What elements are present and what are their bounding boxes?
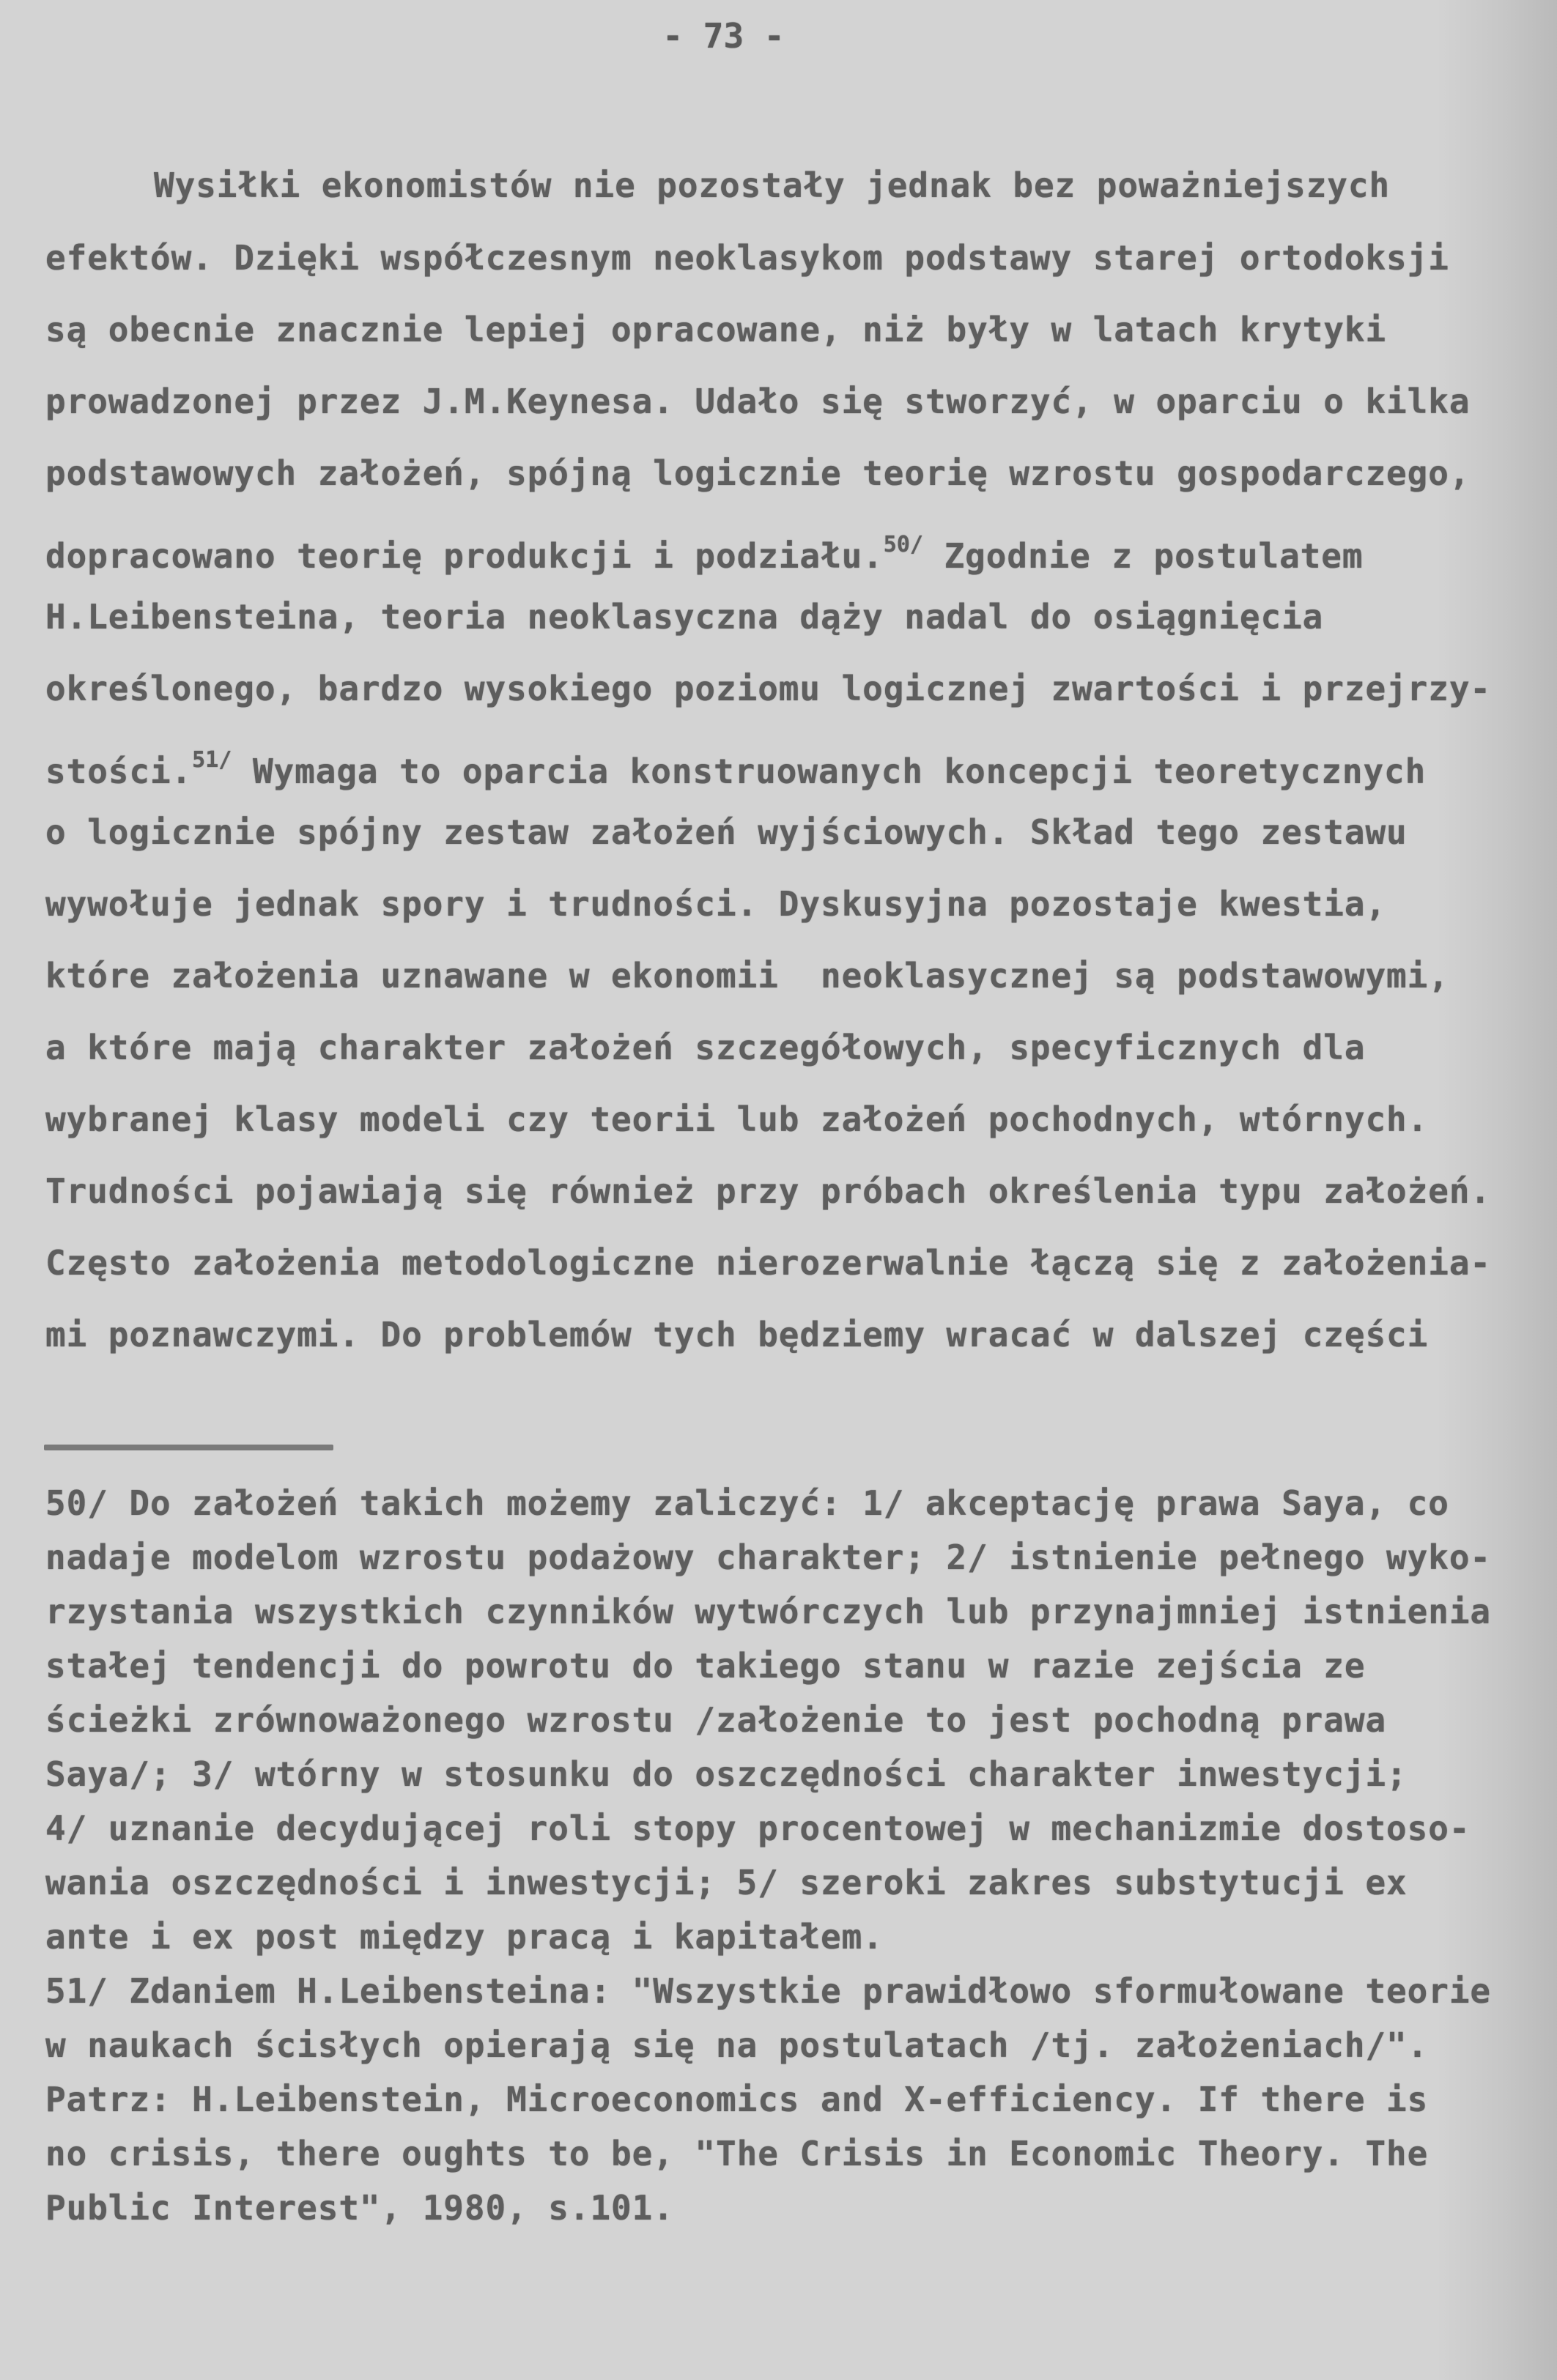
body-line: efektów. Dzięki współczesnym neoklasykom podstawy starej ortodoksji (45, 238, 1449, 278)
body-line: o logicznie spójny zestaw założeń wyjściowych. Skład tego zestawu (45, 812, 1408, 852)
body-line: które założenia uznawane w ekonomii neoklasycznej są podstawowymi, (45, 956, 1449, 996)
footnote-line: Saya/; 3/ wtórny w stosunku do oszczędności charakter inwestycji; (45, 1754, 1408, 1794)
footnote-line: stałej tendencji do powrotu do takiego stanu w razie zejścia ze (45, 1646, 1366, 1686)
footnote-line: 4/ uznanie decydującej roli stopy procentowej w mechanizmie dostoso- (45, 1809, 1471, 1848)
footnote-separator (44, 1445, 333, 1450)
footnote-line: rzystania wszystkich czynników wytwórczych lub przynajmniej istnienia (45, 1592, 1492, 1631)
body-line: stości.$^{51/}$ Wymaga to oparcia konstruowanych koncepcji teoretycznych (45, 747, 1427, 791)
body-line: podstawowych założeń, spójną logicznie teorię wzrostu gospodarczego, (45, 453, 1471, 493)
footnote-line: wania oszczędności i inwestycji; 5/ szeroki zakres substytucji ex (45, 1863, 1408, 1902)
footnote-line: 51/ Zdaniem H.Leibensteina: "Wszystkie prawidłowo sformułowane teorie (45, 1971, 1492, 2011)
footnote-ref-50[interactable]: 50/ (883, 532, 923, 557)
body-line: wybranej klasy modeli czy teorii lub założeń pochodnych, wtórnych. (45, 1100, 1429, 1139)
body-line: a które mają charakter założeń szczegółowych, specyficznych dla (45, 1028, 1366, 1067)
footnote-line: Public Interest", 1980, s.101. (45, 2188, 674, 2228)
footnote-line: Patrz: H.Leibenstein, Microeconomics and X-efficiency. If there is (45, 2080, 1429, 2119)
body-line: mi poznawczymi. Do problemów tych będziemy wracać w dalszej części (45, 1315, 1429, 1354)
footnote-line: nadaje modelom wzrostu podażowy charakter; 2/ istnienie pełnego wyko- (45, 1538, 1492, 1577)
footnote-line: ante i ex post między pracą i kapitałem. (45, 1917, 884, 1957)
body-line: H.Leibensteina, teoria neoklasyczna dąży nadal do osiągnięcia (45, 597, 1324, 637)
body-line: określonego, bardzo wysokiego poziomu logicznej zwartości i przejrzy- (45, 669, 1492, 708)
footnote-line: no crisis, there oughts to be, "The Crisis in Economic Theory. The (45, 2134, 1429, 2173)
footnote-line: ścieżki zrównoważonego wzrostu /założenie to jest pochodną prawa (45, 1700, 1387, 1740)
body-line: Często założenia metodologiczne nierozerwalnie łączą się z założenia- (45, 1243, 1492, 1283)
body-line: wywołuje jednak spory i trudności. Dyskusyjna pozostaje kwestia, (45, 884, 1387, 924)
body-line: Trudności pojawiają się również przy próbach określenia typu założeń. (45, 1171, 1492, 1211)
footnote-line: 50/ Do założeń takich możemy zaliczyć: 1/ akceptację prawa Saya, co (45, 1483, 1449, 1523)
footnote-ref-51[interactable]: 51/ (192, 747, 232, 773)
page-number: - 73 - (662, 16, 785, 56)
body-line: są obecnie znacznie lepiej opracowane, niż były w latach krytyki (45, 310, 1387, 349)
body-line: dopracowano teorię produkcji i podziału.$^{50/}$ Zgodnie z postulatem (45, 532, 1364, 576)
body-line: Wysiłki ekonomistów nie pozostały jednak bez poważniejszych (154, 166, 1391, 205)
footnote-line: w naukach ścisłych opierają się na postulatach /tj. założeniach/". (45, 2025, 1429, 2065)
body-line: prowadzonej przez J.M.Keynesa. Udało się stworzyć, w oparciu o kilka (45, 382, 1471, 421)
